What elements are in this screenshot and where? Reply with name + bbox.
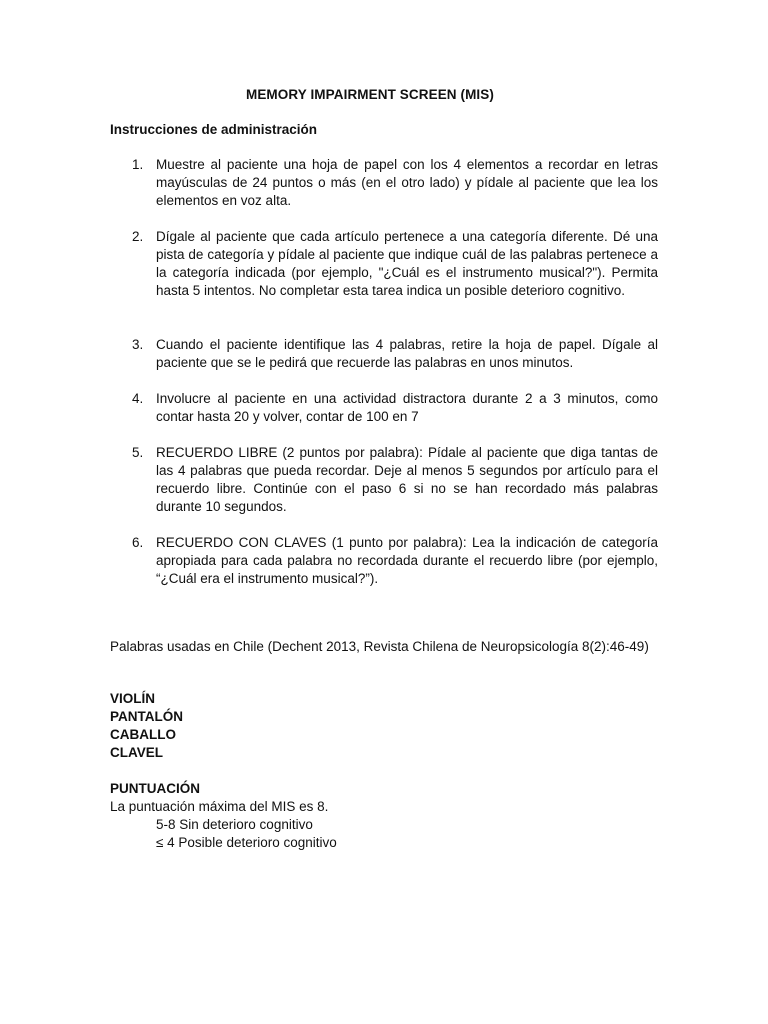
step-number: 1.: [132, 157, 144, 172]
word-item: VIOLÍN: [110, 691, 156, 706]
instruction-step: [110, 534, 658, 588]
step-text: Muestre al paciente una hoja de papel con los 4 elementos a recordar en letras mayúsculas de 24 puntos o más (en el otro lado) y pídale al paciente que lea los elementos en voz alta.: [156, 157, 658, 208]
step-number: 6.: [132, 535, 144, 550]
step-text: Involucre al paciente en una actividad distractora durante 2 a 3 minutos, como contar hasta 20 y volver, contar de 100 en 7: [156, 391, 658, 424]
instruction-step: [110, 336, 658, 372]
instruction-steps: [110, 156, 658, 588]
instructions-heading: Instrucciones de administración: [110, 122, 318, 137]
step-number: 3.: [132, 337, 144, 352]
word-item: PANTALÓN: [110, 709, 183, 724]
instruction-step: [110, 390, 658, 426]
step-text: RECUERDO CON CLAVES (1 punto por palabra): Lea la indicación de categoría apropiada para cada palabra no recordada durante el recuerdo libre (por ejemplo, “¿Cuál era el instrumento musical?”).: [156, 535, 658, 586]
word-list: [110, 690, 183, 762]
step-text: Dígale al paciente que cada artículo pertenece a una categoría diferente. Dé una pista de categoría y pídale al paciente que indique cuál de las palabras pertenece a la categoría indicada (por ejemplo, "¿Cuál es el instrumento musical?"). Permita hasta 5 intentos. No completar esta tarea indica un posible deterioro cognitivo.: [156, 229, 658, 298]
chile-words-note: Palabras usadas en Chile (Dechent 2013, Revista Chilena de Neuropsicología 8(2):46-49): [110, 639, 649, 654]
scoring-max: La puntuación máxima del MIS es 8.: [110, 799, 329, 814]
step-text: RECUERDO LIBRE (2 puntos por palabra): Pídale al paciente que diga tantas de las 4 palabras que pueda recordar. Deje al menos 5 segundos por artículo para el recuerdo libre. Continúe con el paso 6 si no se han recordado más palabras durante 10 segundos.: [156, 445, 658, 514]
step-text: Cuando el paciente identifique las 4 palabras, retire la hoja de papel. Dígale al paciente que se le pedirá que recuerde las palabras en unos minutos.: [156, 337, 658, 370]
instruction-step: [110, 228, 658, 300]
step-number: 5.: [132, 445, 144, 460]
document-title: MEMORY IMPAIRMENT SCREEN (MIS): [245, 87, 494, 102]
word-item: CABALLO: [110, 727, 176, 742]
scoring-range: ≤ 4 Posible deterioro cognitivo: [156, 835, 337, 850]
step-number: 2.: [132, 229, 144, 244]
word-item: CLAVEL: [110, 745, 163, 760]
instruction-step: [110, 156, 658, 210]
step-number: 4.: [132, 391, 144, 406]
scoring-ranges: [156, 816, 337, 852]
scoring-range: 5-8 Sin deterioro cognitivo: [156, 817, 313, 832]
scoring-heading: PUNTUACIÓN: [110, 781, 200, 796]
instruction-step: [110, 444, 658, 516]
